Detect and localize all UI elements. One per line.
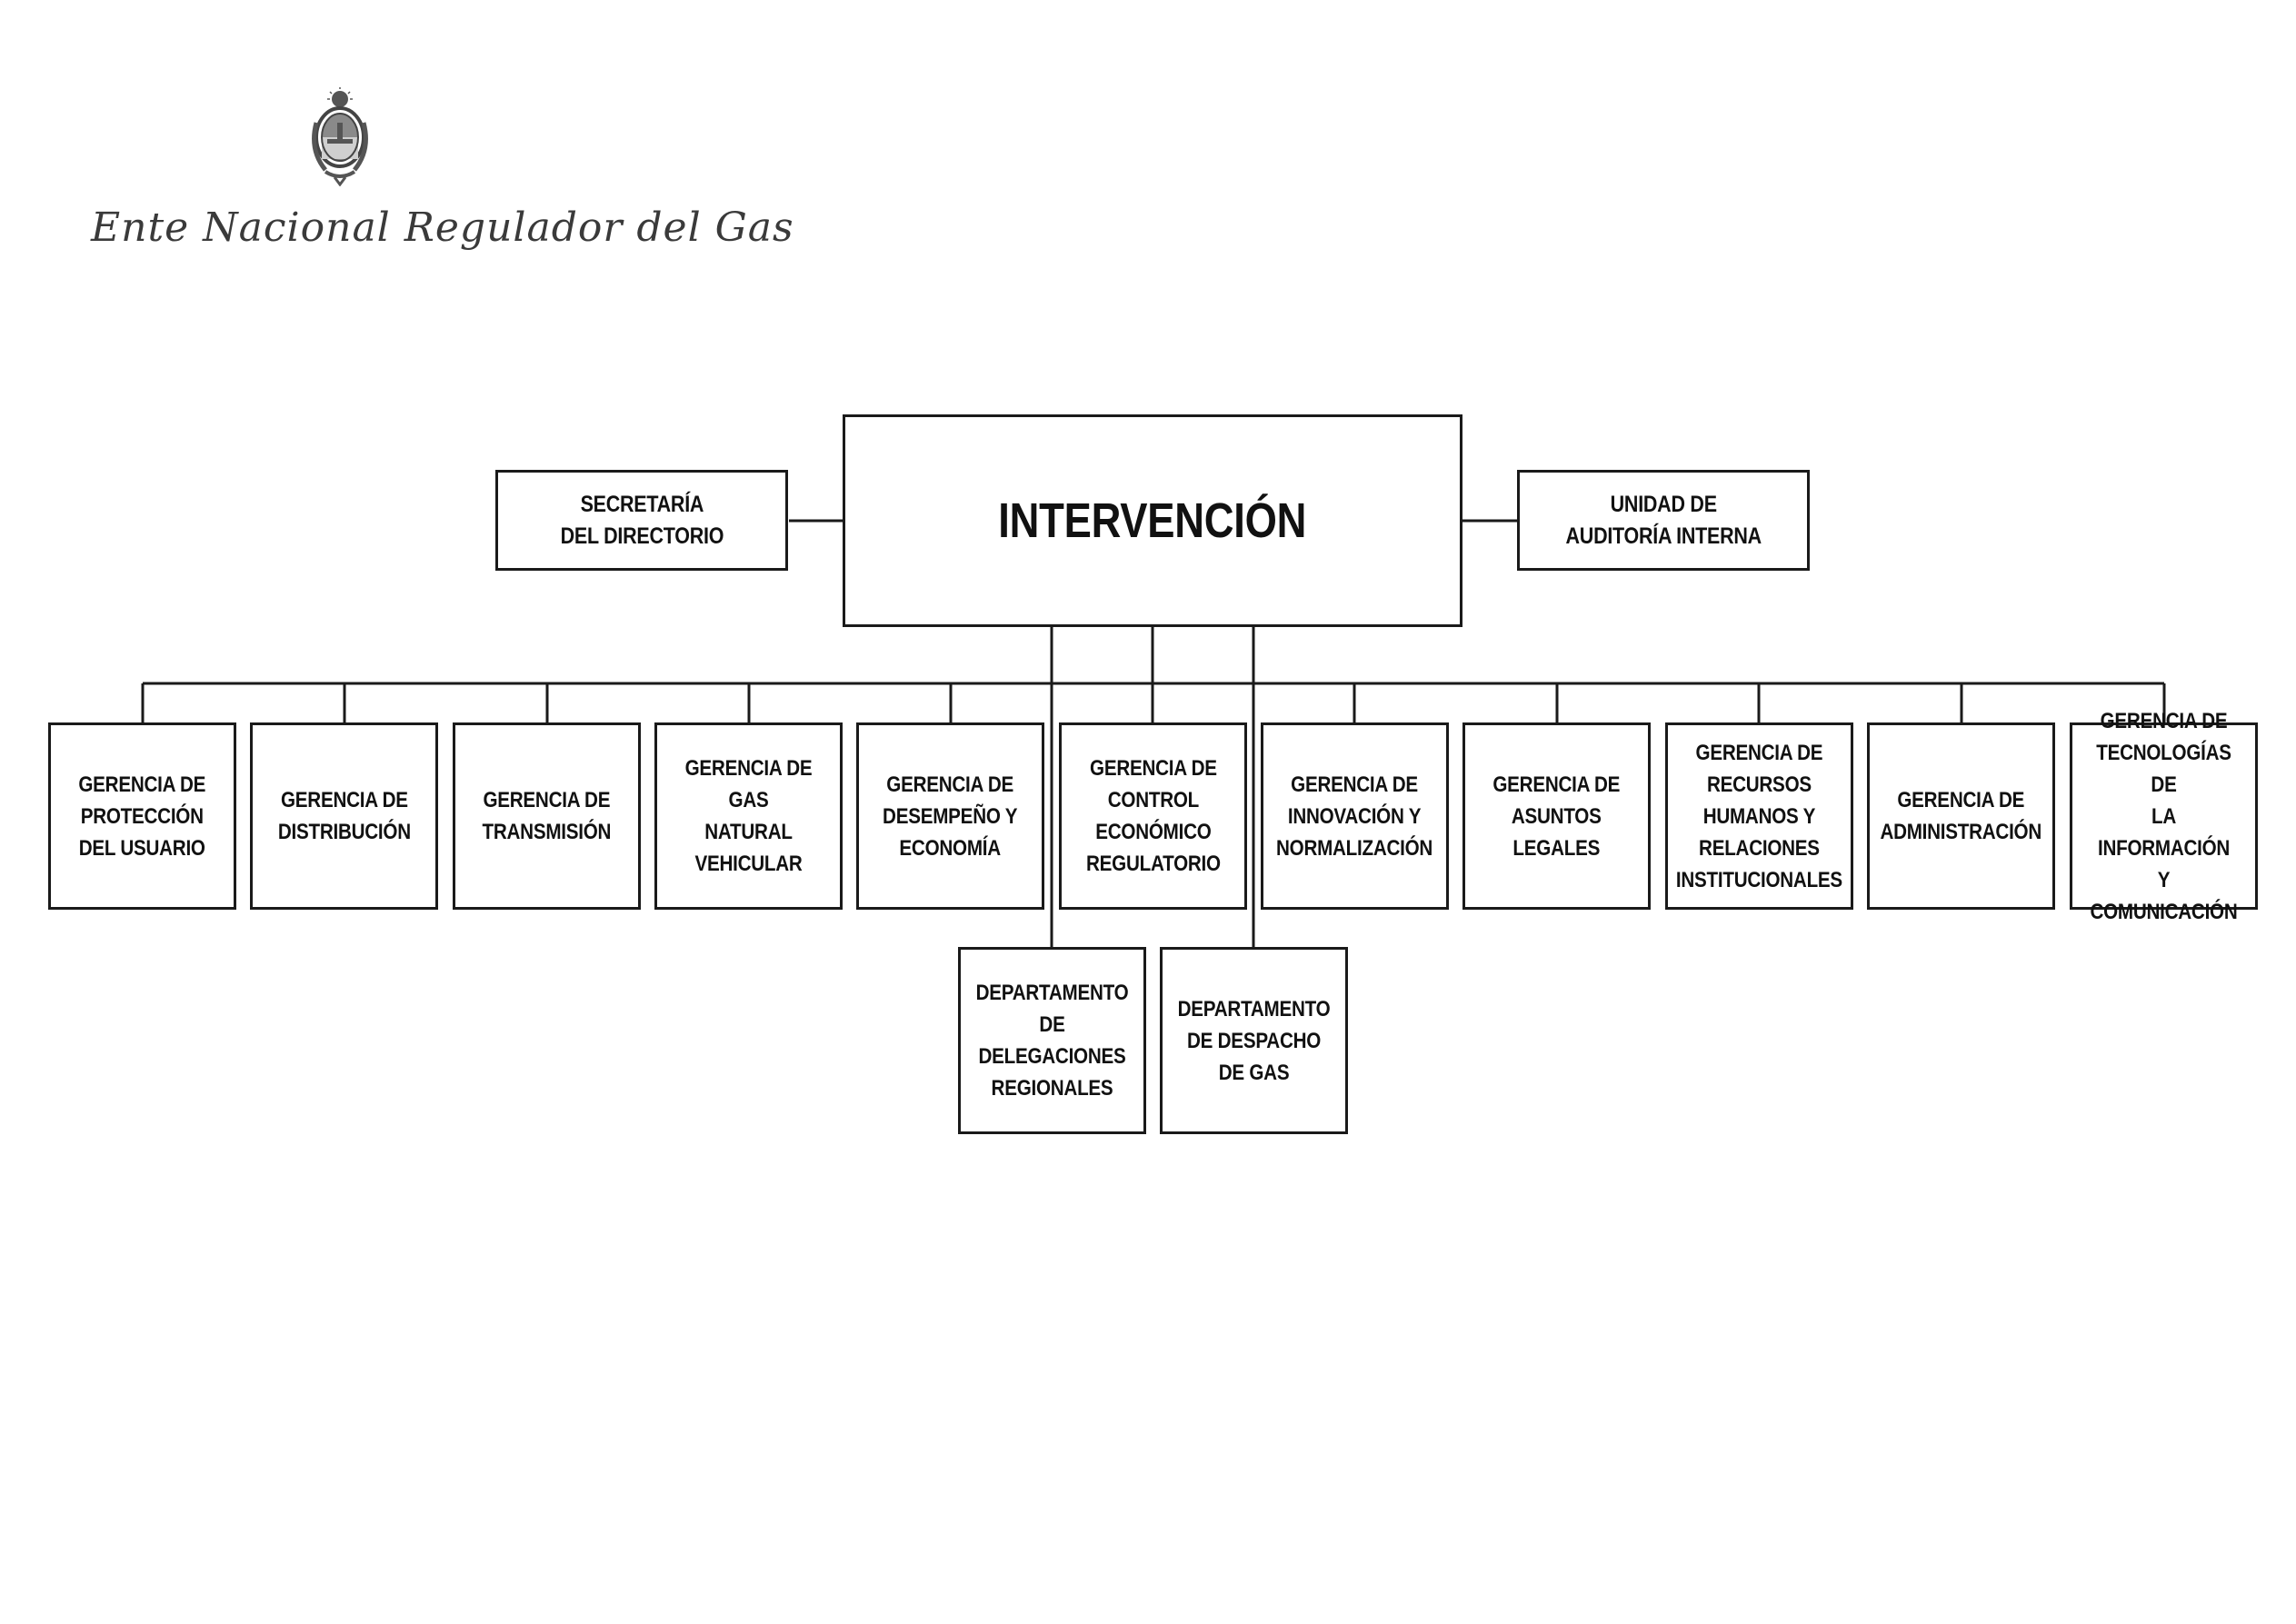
gerencia-label: GERENCIA DE TECNOLOGÍAS DE LA INFORMACIÓN Y COMUNICACIÓN <box>2090 708 2238 924</box>
gerencia-asuntos-legales-box <box>1462 722 1651 910</box>
gerencia-desempeno-economia-box <box>856 722 1044 910</box>
agency-name: Ente Nacional Regulador del Gas <box>91 204 794 251</box>
intervencion-box <box>843 414 1462 627</box>
gerencia-tic-box <box>2070 708 2258 924</box>
gerencia-label: GERENCIA DE ASUNTOS LEGALES <box>1492 772 1621 861</box>
gerencia-label: GERENCIA DE PROTECCIÓN DEL USUARIO <box>78 772 206 861</box>
gerencia-label: GERENCIA DE INNOVACIÓN Y NORMALIZACIÓN <box>1276 772 1433 861</box>
secretaria-directorio-box <box>495 470 788 571</box>
departamento-label: DEPARTAMENTO DE DELEGACIONES REGIONALES <box>975 981 1129 1101</box>
secretaria-directorio-label: SECRETARÍA DEL DIRECTORIO <box>560 491 724 549</box>
departamento-label: DEPARTAMENTO DE DESPACHO DE GAS <box>1177 996 1331 1085</box>
gerencia-innovacion-box <box>1261 722 1449 910</box>
gerencia-label: GERENCIA DE RECURSOS HUMANOS Y RELACIONES INSTITUCIONALES <box>1675 740 1843 892</box>
auditoria-interna-label: UNIDAD DE AUDITORÍA INTERNA <box>1565 491 1762 549</box>
gerencia-label: GERENCIA DE DISTRIBUCIÓN <box>277 788 411 844</box>
gerencia-label: GERENCIA DE GAS NATURAL VEHICULAR <box>684 756 813 876</box>
gerencia-gnc-box <box>654 722 843 910</box>
gerencia-label: GERENCIA DE CONTROL ECONÓMICO REGULATORIO <box>1085 756 1221 876</box>
gerencia-administracion-box <box>1867 722 2055 910</box>
gerencia-rrhh-box <box>1665 722 1853 910</box>
gerencia-label: GERENCIA DE ADMINISTRACIÓN <box>1880 788 2042 844</box>
departamento-despacho-box <box>1160 947 1348 1134</box>
gerencia-control-economico-box <box>1059 722 1247 910</box>
gerencia-proteccion-usuario-box <box>48 722 236 910</box>
gerencia-label: GERENCIA DE TRANSMISIÓN <box>482 788 612 844</box>
departamento-delegaciones-box <box>958 947 1146 1134</box>
intervencion-label: INTERVENCIÓN <box>998 493 1307 548</box>
auditoria-interna-box <box>1517 470 1810 571</box>
gerencia-transmision-box <box>453 722 641 910</box>
gerencia-distribucion-box <box>250 722 438 910</box>
gerencia-label: GERENCIA DE DESEMPEÑO Y ECONOMÍA <box>883 772 1018 861</box>
